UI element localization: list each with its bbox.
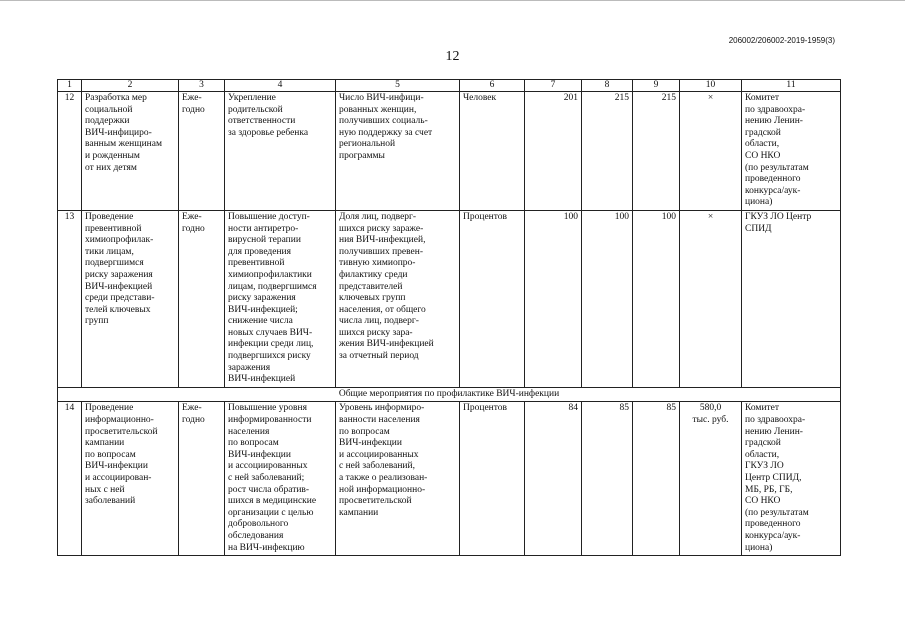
column-number: 4 [225,80,336,92]
row-number-cell: 13 [58,210,82,387]
event-cell: Разработка мер социальной поддержки ВИЧ-инфициро- ванным женщинам и рожденным от них детям [82,92,179,211]
column-number: 11 [742,80,841,92]
value-cell: 85 [582,402,633,556]
unit-cell: Процентов [460,210,525,387]
funding-cell: × [680,92,742,211]
indicator-cell: Число ВИЧ-инфици- рованных женщин, получивших социаль- ную поддержку за счет региональной программы [336,92,460,211]
event-cell: Проведение информационно- просветительской кампании по вопросам ВИЧ-инфекции и ассоциирован- ных с ней заболеваний [82,402,179,556]
column-number: 6 [460,80,525,92]
executor-cell: Комитет по здравоохра- нению Ленин- градской области, СО НКО (по результатам проведенного конкурса/аук- циона) [742,92,841,211]
column-number: 8 [582,80,633,92]
event-cell: Проведение превентивной химиопрофилак- тики лицам, подвергшимся риску заражения ВИЧ-инфекцией среди представи- телей ключевых групп [82,210,179,387]
unit-cell: Человек [460,92,525,211]
column-number: 7 [525,80,582,92]
page-top-border [0,0,905,7]
value-cell: 100 [633,210,680,387]
value-cell: 84 [525,402,582,556]
column-number: 1 [58,80,82,92]
program-table [57,79,841,556]
table-row [58,210,841,387]
table-body [58,80,841,556]
column-number: 3 [179,80,225,92]
value-cell: 100 [525,210,582,387]
column-number: 10 [680,80,742,92]
page-number: 12 [445,49,460,64]
funding-cell: × [680,210,742,387]
section-row [58,387,841,402]
value-cell: 100 [582,210,633,387]
value-cell: 215 [633,92,680,211]
value-cell: 201 [525,92,582,211]
result-cell: Укрепление родительской ответственности за здоровье ребенка [225,92,336,211]
row-number-cell: 12 [58,92,82,211]
value-cell: 215 [582,92,633,211]
column-number: 2 [82,80,179,92]
period-cell: Еже- годно [179,402,225,556]
row-number-cell: 14 [58,402,82,556]
result-cell: Повышение доступ- ности антиретро- вирусной терапии для проведения превентивной химиопрофилактики лицам, подвергшимся риску заражения ВИЧ-инфекцией; снижение числа новых случаев ВИЧ- инфекции среди лиц, подвергшихся риску заражения ВИЧ-инфекцией [225,210,336,387]
unit-cell: Процентов [460,402,525,556]
table-row [58,402,841,556]
column-number: 9 [633,80,680,92]
document-id: 206002/206002-2019-1959(3) [728,36,835,45]
table-row [58,92,841,211]
executor-cell: Комитет по здравоохра- нению Ленин- градской области, ГКУЗ ЛО Центр СПИД, МБ, РБ, ГБ, СО НКО (по результатам проведенного конкурса/аук- циона) [742,402,841,556]
result-cell: Повышение уровня информированности населения по вопросам ВИЧ-инфекции и ассоциированных с ней заболеваний; рост числа обратив- шихся в медицинские организации с целью добровольного обследования на ВИЧ-инфекцию [225,402,336,556]
funding-cell: 580,0 тыс. руб. [680,402,742,556]
executor-cell: ГКУЗ ЛО Центр СПИД [742,210,841,387]
indicator-cell: Доля лиц, подверг- шихся риску зараже- ния ВИЧ-инфекцией, получивших превен- тивную химиопро- филактику среди представителей ключевых групп населения, от общего числа лиц, подверг- шихся риску зара- жения ВИЧ-инфекцией за отчетный период [336,210,460,387]
section-title: Общие мероприятия по профилактике ВИЧ-инфекции [58,387,841,402]
value-cell: 85 [633,402,680,556]
period-cell: Еже- годно [179,210,225,387]
column-number-row [58,80,841,92]
indicator-cell: Уровень информиро- ванности населения по вопросам ВИЧ-инфекции и ассоциированных с ней заболеваний, а также о реализован- ной информационно- просветительской кампании [336,402,460,556]
column-number: 5 [336,80,460,92]
period-cell: Еже- годно [179,92,225,211]
